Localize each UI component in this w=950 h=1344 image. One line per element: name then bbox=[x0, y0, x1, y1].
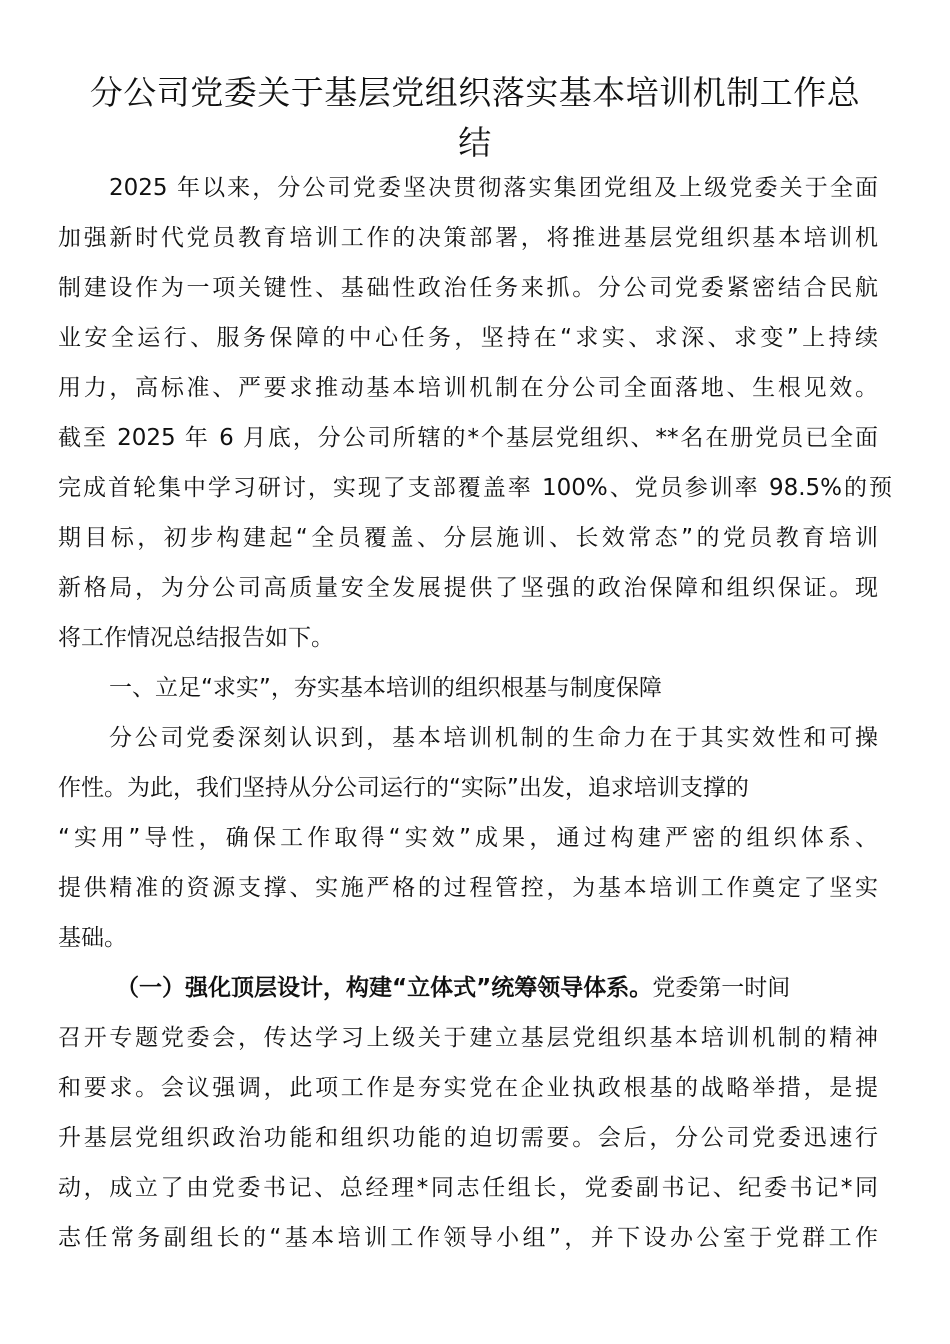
body-line: 将工作情况总结报告如下。 bbox=[58, 625, 334, 651]
body-line: 升基层党组织政治功能和组织功能的迫切需要。会后，分公司党委迅速行 bbox=[58, 1125, 878, 1151]
body-line: 截至 2025 年 6 月底，分公司所辖的*个基层党组织、**名在册党员已全面 bbox=[58, 425, 878, 451]
body-line: 业安全运行、服务保障的中心任务，坚持在“求实、求深、求变”上持续 bbox=[58, 325, 878, 351]
body-text: 党委第一时间 bbox=[652, 975, 791, 1001]
body-line: 完成首轮集中学习研讨，实现了支部覆盖率 100%、党员参训率 98.5%的预 bbox=[58, 475, 892, 501]
subsection-line bbox=[116, 970, 790, 1006]
title-line-1: 分公司党委关于基层党组织落实基本培训机制工作总 bbox=[89, 73, 861, 112]
subsection-heading: （一）强化顶层设计，构建“立体式”统筹领导体系。 bbox=[116, 975, 653, 1001]
section-heading: 一、立足“求实”，夯实基本培训的组织根基与制度保障 bbox=[109, 675, 662, 701]
body-line: 召开专题党委会，传达学习上级关于建立基层党组织基本培训机制的精神 bbox=[58, 1025, 878, 1051]
body-line: 制建设作为一项关键性、基础性政治任务来抓。分公司党委紧密结合民航 bbox=[58, 275, 878, 301]
document-title bbox=[40, 68, 910, 168]
body-line: 分公司党委深刻认识到，基本培训机制的生命力在于其实效性和可操 bbox=[109, 725, 878, 751]
body-line: 基础。 bbox=[58, 925, 127, 951]
body-line: 志任常务副组长的“基本培训工作领导小组”，并下设办公室于党群工作 bbox=[58, 1225, 878, 1251]
body-line: 新格局，为分公司高质量安全发展提供了坚强的政治保障和组织保证。现 bbox=[58, 575, 878, 601]
title-line-2: 结 bbox=[458, 123, 492, 162]
body-line: 期目标，初步构建起“全员覆盖、分层施训、长效常态”的党员教育培训 bbox=[58, 525, 878, 551]
body-line: 用力，高标准、严要求推动基本培训机制在分公司全面落地、生根见效。 bbox=[58, 375, 878, 401]
body-line: 2025 年以来，分公司党委坚决贯彻落实集团党组及上级党委关于全面 bbox=[109, 175, 878, 201]
body-line: 加强新时代党员教育培训工作的决策部署，将推进基层党组织基本培训机 bbox=[58, 225, 878, 251]
body-line: 提供精准的资源支撑、实施严格的过程管控，为基本培训工作奠定了坚实 bbox=[58, 875, 878, 901]
body-line: 作性。为此，我们坚持从分公司运行的“实际”出发，追求培训支撑的 bbox=[58, 775, 749, 801]
body-line: “实用”导性，确保工作取得“实效”成果，通过构建严密的组织体系、 bbox=[58, 825, 878, 851]
body-line: 动，成立了由党委书记、总经理*同志任组长，党委副书记、纪委书记*同 bbox=[58, 1175, 878, 1201]
body-line: 和要求。会议强调，此项工作是夯实党在企业执政根基的战略举措，是提 bbox=[58, 1075, 878, 1101]
